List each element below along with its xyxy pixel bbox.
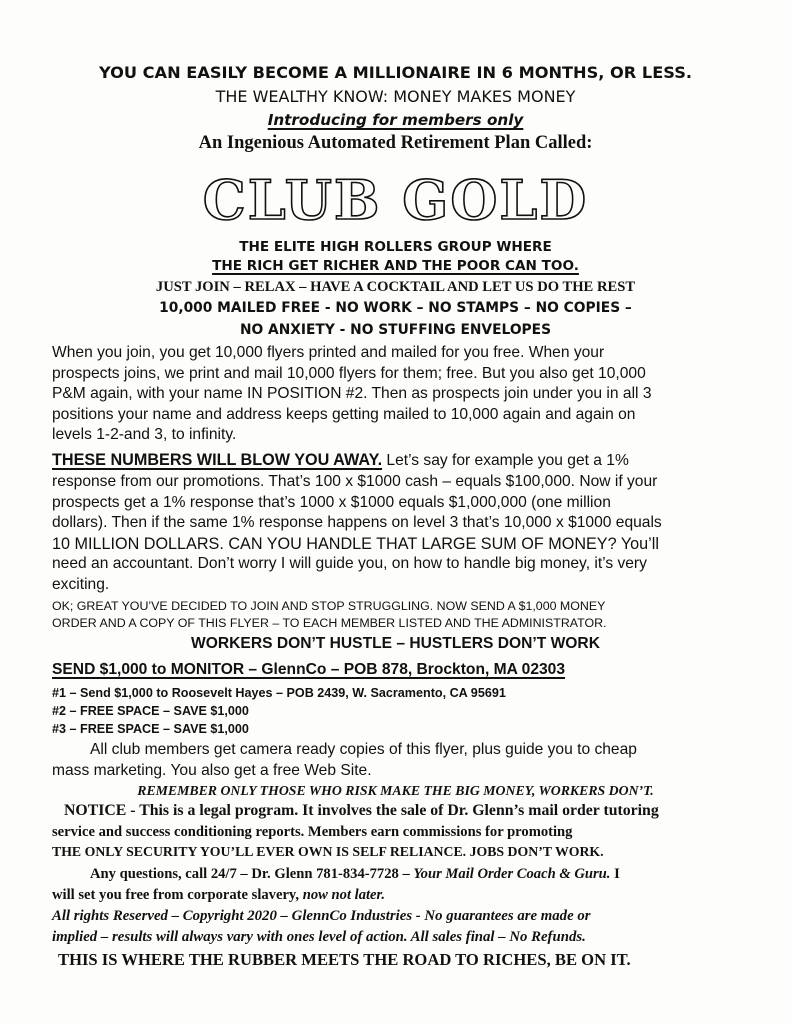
anxiety-line: NO ANXIETY - NO STUFFING ENVELOPES xyxy=(239,322,552,338)
headline: YOU CAN EASILY BECOME A MILLIONAIRE IN 6 MONTHS, OR LESS. xyxy=(98,63,693,82)
free-ital-text: now not later. xyxy=(302,887,386,903)
subtitle-line-1: THE ELITE HIGH ROLLERS GROUP WHERE xyxy=(239,239,552,255)
questions-line xyxy=(90,866,620,883)
workers-heading: WORKERS DON’T HUSTLE – HUSTLERS DON’T WORK xyxy=(191,635,600,652)
ok-line-2: ORDER AND A COPY OF THIS FLYER – TO EACH MEMBER LISTED AND THE ADMINISTRATOR. xyxy=(52,616,607,630)
join-paragraph xyxy=(52,343,652,446)
numbers-paragraph-line: 10 MILLION DOLLARS. CAN YOU HANDLE THAT LARGE SUM OF MONEY? You’ll xyxy=(52,534,659,553)
closing-line: THIS IS WHERE THE RUBBER MEETS THE ROAD TO RICHES, BE ON IT. xyxy=(58,950,631,969)
free-line xyxy=(52,887,385,904)
numbers-paragraph-line: exciting. xyxy=(52,575,110,593)
numbers-paragraph-line: dollars). Then if the same 1% response happens on level 3 that’s 10,000 x $1000 equals xyxy=(52,514,662,532)
join-paragraph-line: positions your name and address keeps getting mailed to 10,000 again and again on xyxy=(52,405,636,423)
numbers-paragraph xyxy=(52,472,662,596)
notice-line-1: NOTICE - This is a legal program. It involves the sale of Dr. Glenn’s mail order tutoring xyxy=(64,802,659,819)
numbers-heading-line xyxy=(52,451,629,470)
position-2: #2 – FREE SPACE – SAVE $1,000 xyxy=(52,704,249,718)
members-line-2: mass marketing. You also get a free Web Site. xyxy=(52,762,372,779)
subtitle-line-2: THE RICH GET RICHER AND THE POOR CAN TOO. xyxy=(212,258,579,274)
join-paragraph-line: levels 1-2-and 3, to infinity. xyxy=(52,426,237,444)
position-1: #1 – Send $1,000 to Roosevelt Hayes – POB 2439, W. Sacramento, CA 95691 xyxy=(52,686,506,700)
notice-line-3: THE ONLY SECURITY YOU’LL EVER OWN IS SELF RELIANCE. JOBS DON’T WORK. xyxy=(52,844,604,859)
coach-tagline: Your Mail Order Coach & Guru. xyxy=(413,866,611,882)
monitor-line: SEND $1,000 to MONITOR – GlennCo – POB 878, Brockton, MA 02303 xyxy=(52,661,566,678)
numbers-first-text: Let’s say for example you get a 1% xyxy=(382,452,629,469)
members-line-1: All club members get camera ready copies of this flyer, plus guide you to cheap xyxy=(90,741,637,758)
mailed-line: 10,000 MAILED FREE - NO WORK – NO STAMPS – NO COPIES – xyxy=(159,300,632,316)
numbers-paragraph-line: prospects get a 1% response that’s 1000 x $1000 equals $1,000,000 (one million xyxy=(52,493,611,511)
join-line: JUST JOIN – RELAX – HAVE A COCKTAIL AND LET US DO THE REST xyxy=(155,279,636,295)
join-paragraph-line: When you join, you get 10,000 flyers printed and mailed for you free. When your xyxy=(52,344,605,361)
questions-text: Any questions, call 24/7 – Dr. Glenn 781-834-7728 – xyxy=(90,866,414,882)
position-3: #3 – FREE SPACE – SAVE $1,000 xyxy=(52,722,249,736)
rights-line-2: implied – results will always vary with ones level of action. All sales final – No Refunds. xyxy=(52,929,586,945)
rights-line-1: All rights Reserved – Copyright 2020 – GlennCo Industries - No guarantees are made or xyxy=(52,908,591,924)
numbers-heading: THESE NUMBERS WILL BLOW YOU AWAY. xyxy=(52,451,383,469)
introducing-line: Introducing for members only xyxy=(267,111,524,129)
plan-intro: An Ingenious Automated Retirement Plan Called: xyxy=(198,133,593,153)
free-text: will set you free from corporate slavery, xyxy=(52,887,303,903)
questions-tail: I xyxy=(610,866,620,882)
notice-line-2: service and success conditioning reports. Members earn commissions for promoting xyxy=(52,824,573,840)
risk-line: REMEMBER ONLY THOSE WHO RISK MAKE THE BIG MONEY, WORKERS DON’T. xyxy=(137,783,654,798)
join-paragraph-line: prospects joins, we print and mail 10,000 flyers for them; free. But you also get 10,000 xyxy=(52,364,646,382)
tagline: THE WEALTHY KNOW: MONEY MAKES MONEY xyxy=(215,87,576,106)
numbers-paragraph-line: response from our promotions. That’s 100 x $1000 cash – equals $100,000. Now if your xyxy=(52,473,658,490)
ok-line-1: OK; GREAT YOU’VE DECIDED TO JOIN AND STOP STRUGGLING. NOW SEND A $1,000 MONEY xyxy=(52,599,606,613)
page-title: CLUB GOLD xyxy=(202,168,589,232)
join-paragraph-line: P&M again, with your name IN POSITION #2. Then as prospects join under you in all 3 xyxy=(52,385,652,403)
numbers-paragraph-line: need an accountant. Don’t worry I will guide you, on how to handle big money, it’s very xyxy=(52,555,647,573)
